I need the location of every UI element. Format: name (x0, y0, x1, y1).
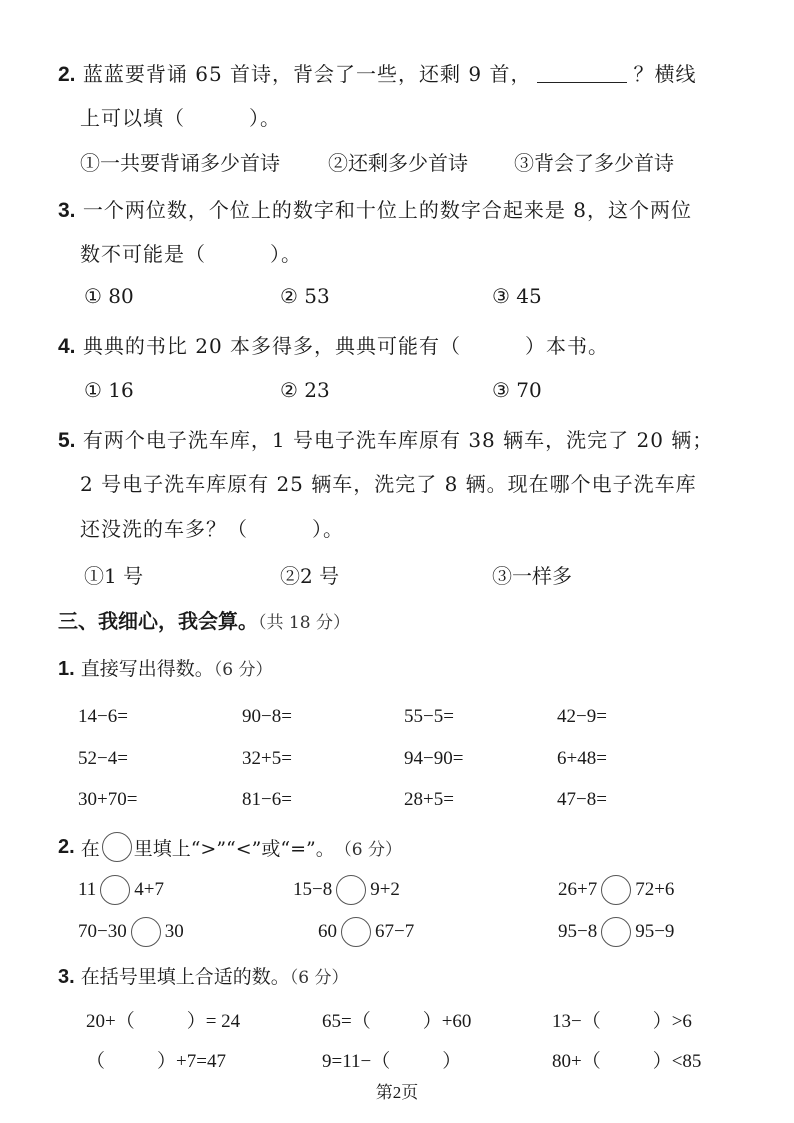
compare-left: 60 (318, 921, 337, 942)
fill-right: ）+60 (422, 1011, 472, 1032)
question-text: 有两个电子洗车库，1 号电子洗车库原有 38 辆车，洗完了 20 辆； (82, 428, 714, 452)
option-1: ① 80 (84, 284, 134, 308)
fill-left: 13−（ (552, 1011, 601, 1032)
compare-item (318, 917, 414, 947)
question-text: 蓝蓝要背诵 65 首诗，背会了一些，还剩 9 首， (82, 62, 532, 86)
compare-circle[interactable] (100, 875, 130, 905)
subquestion-3-heading (58, 962, 348, 989)
calc-item: 28+5= (404, 789, 454, 810)
fill-item (322, 1046, 461, 1073)
calc-item: 32+5= (242, 748, 292, 769)
fill-right: ）<85 (652, 1051, 702, 1072)
fill-item (552, 1046, 701, 1073)
question-number: 1. (58, 658, 75, 680)
question-text: 典典的书比 20 本多得多，典典可能有（ (82, 334, 462, 358)
calc-item: 30+70= (78, 789, 138, 810)
calc-item: 47−8= (557, 789, 607, 810)
option-2: ② 53 (280, 284, 330, 308)
calc-item: 52−4= (78, 748, 128, 769)
subquestion-title: 在括号里填上合适的数。 (80, 966, 290, 988)
compare-right: 30 (164, 921, 184, 942)
question-number: 2. (58, 63, 76, 86)
fill-left: 20+（ (86, 1011, 135, 1032)
compare-circle[interactable] (131, 917, 161, 947)
compare-circle[interactable] (601, 917, 631, 947)
compare-right: 4+7 (134, 879, 165, 900)
question-text: 上可以填（ (80, 106, 185, 130)
compare-left: 15−8 (293, 879, 333, 900)
question-text: ？横线 (633, 62, 697, 86)
page-number: 第2页 (375, 1083, 419, 1102)
question-2-line-1 (58, 58, 696, 87)
compare-right: 72+6 (635, 879, 675, 900)
question-text: ）本书。 (525, 334, 610, 358)
option-3: ③背会了多少首诗 (514, 151, 674, 175)
question-2-line-2 (80, 102, 281, 131)
compare-right: 67−7 (375, 921, 415, 942)
compare-circle[interactable] (601, 875, 631, 905)
compare-left: 70−30 (78, 921, 127, 942)
option-3: ③一样多 (492, 564, 572, 588)
circle-icon (102, 832, 132, 862)
compare-right: 95−9 (635, 921, 675, 942)
section-title: 三、我细心，我会算。 (58, 609, 258, 633)
fill-left: 9=11−（ (322, 1051, 391, 1072)
subquestion-title: 里填上“>”“<”或“=”。 (133, 837, 335, 860)
question-3-line-1 (58, 194, 692, 223)
question-number: 2. (58, 835, 75, 858)
fill-item (552, 1006, 692, 1033)
question-4-line-1 (58, 330, 609, 359)
fill-right: ）>6 (652, 1011, 692, 1032)
subquestion-score: （6 分） (289, 968, 349, 988)
compare-right: 9+2 (370, 879, 400, 900)
calc-item: 90−8= (242, 706, 292, 727)
question-3-line-2 (80, 238, 302, 267)
calc-item: 14−6= (78, 706, 128, 727)
section-heading (58, 605, 350, 634)
fill-right: ） (442, 1051, 462, 1072)
calc-item: 81−6= (242, 789, 292, 810)
question-number: 4. (58, 335, 76, 358)
subquestion-score: （6 分） (213, 660, 273, 680)
compare-item (293, 875, 400, 905)
subquestion-score: （6 分） (334, 839, 402, 860)
option-1: ①1 号 (84, 564, 144, 588)
question-text: 还没洗的车多？（ (80, 517, 248, 541)
question-number: 5. (58, 429, 76, 452)
option-2: ② 23 (280, 378, 330, 402)
compare-left: 95−8 (558, 921, 598, 942)
option-3: ③ 45 (492, 284, 542, 308)
question-text: ）。 (249, 106, 281, 130)
compare-left: 11 (78, 879, 97, 900)
compare-item (558, 875, 674, 905)
question-5-line-3 (80, 513, 344, 542)
calc-item: 42−9= (557, 706, 607, 727)
fill-item (86, 1006, 240, 1033)
section-score: （共 18 分） (258, 613, 350, 633)
compare-item (78, 875, 164, 905)
option-2: ②2 号 (280, 564, 340, 588)
compare-circle[interactable] (341, 917, 371, 947)
subquestion-2-heading (58, 832, 402, 862)
question-text: ）。 (270, 242, 302, 266)
calc-item: 94−90= (404, 748, 464, 769)
fill-item (86, 1046, 226, 1073)
option-2: ②还剩多少首诗 (328, 151, 468, 175)
question-text: 2 号电子洗车库原有 25 辆车，洗完了 8 辆。现在哪个电子洗车库 (80, 472, 697, 496)
subquestion-title: 直接写出得数。 (80, 658, 214, 680)
subquestion-1-heading (58, 654, 272, 681)
question-text: ）。 (312, 517, 344, 541)
compare-item (78, 917, 184, 947)
answer-blank-line[interactable] (537, 62, 627, 83)
fill-left: （ (86, 1051, 106, 1072)
option-3: ③ 70 (492, 378, 542, 402)
question-text: 数不可能是（ (80, 242, 206, 266)
calc-item: 6+48= (557, 748, 607, 769)
compare-item (558, 917, 674, 947)
compare-circle[interactable] (336, 875, 366, 905)
subquestion-title: 在 (80, 837, 100, 860)
calc-item: 55−5= (404, 706, 454, 727)
fill-left: 65=（ (322, 1011, 371, 1032)
compare-left: 26+7 (558, 879, 598, 900)
question-text: 一个两位数，个位上的数字和十位上的数字合起来是 8，这个两位 (82, 198, 692, 222)
fill-item (322, 1006, 471, 1033)
question-5-line-2 (80, 468, 697, 497)
option-1: ①一共要背诵多少首诗 (80, 151, 280, 175)
question-number: 3. (58, 199, 76, 222)
question-number: 3. (58, 966, 75, 988)
question-5-line-1 (58, 424, 713, 453)
fill-right: ）= 24 (186, 1011, 241, 1032)
fill-right: ）+7=47 (157, 1051, 226, 1072)
option-1: ① 16 (84, 378, 134, 402)
fill-left: 80+（ (552, 1051, 601, 1072)
